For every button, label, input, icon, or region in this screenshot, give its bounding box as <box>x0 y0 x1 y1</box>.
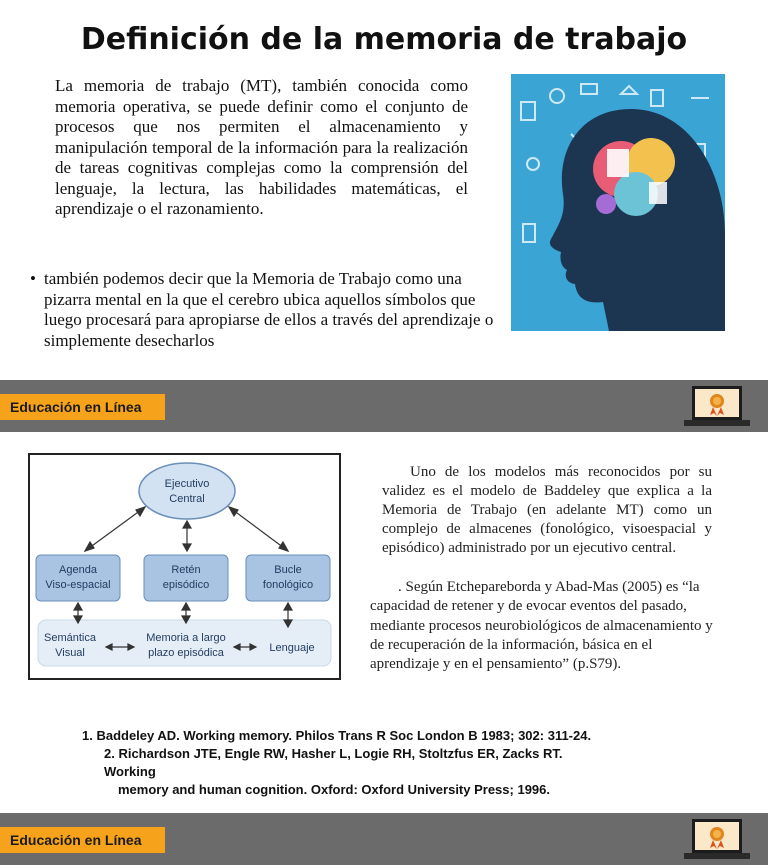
laptop-award-icon-bottom <box>684 817 750 861</box>
references <box>82 727 602 799</box>
bullet-item <box>30 269 500 351</box>
node-ejecutivo-line2: Central <box>169 493 205 505</box>
reference-2-line1: 2. Richardson JTE, Engle RW, Hasher L, Logie RH, Stoltzfus ER, Zacks RT. Working <box>104 746 563 779</box>
node-ejecutivo-line1: Ejecutivo <box>164 478 210 490</box>
right-paragraph-1 <box>382 463 712 558</box>
bar-label-bottom: Educación en Línea <box>0 827 165 853</box>
bullet-dot-icon: • <box>30 269 36 288</box>
node-reten-line2: episódico <box>162 579 210 591</box>
node-agenda-line2: Viso-espacial <box>45 579 111 591</box>
intro-paragraph: La memoria de trabajo (MT), también conocida como memoria operativa, se puede definir como el conjunto de procesos que nos permiten el almacenamiento y manipulación temporal de la información para la realización de tareas cognitivas complejas como la comprensión del lenguaje, la lectura, las habilidades matemáticas, el aprendizaje o el razonamiento. <box>55 76 468 218</box>
reference-2-line2: memory and human cognition. Oxford: Oxford University Press; 1996. <box>118 782 550 797</box>
node-agenda-line1: Agenda <box>59 564 97 576</box>
reference-1: 1. Baddeley AD. Working memory. Philos Trans R Soc London B 1983; 302: 311-24. <box>82 728 592 743</box>
node-memoria-line1: Memoria a largo <box>146 632 226 644</box>
page-title: Definición de la memoria de trabajo <box>80 22 688 57</box>
right-paragraph-2-text: . Según Etchepareborda y Abad-Mas (2005) es “la capacidad de retener y de evocar eventos del pasado, mediante procesos neurobiológicos de almacenamiento y de recuperación de la información, básica en el aprendizaje y en el pensamiento” (p.S79). <box>370 579 713 673</box>
node-semantica-line2: Visual <box>55 647 85 659</box>
laptop-award-icon <box>684 384 750 428</box>
right-paragraph-2 <box>370 578 720 674</box>
node-bucle-line2: fonológico <box>262 579 314 591</box>
bullet-text: también podemos decir que la Memoria de Trabajo como una pizarra mental en la que el cerebro ubica aquellos símbolos que luego procesará para apropiarse de ellos a través del aprendizaje o simplemente desecharlos <box>44 269 494 350</box>
footer-bar <box>0 380 768 432</box>
head-silhouette-image <box>511 74 725 331</box>
node-semantica-line1: Semántica <box>44 632 96 644</box>
bar-label: Educación en Línea <box>0 394 165 420</box>
right-paragraph-1-text: Uno de los modelos más reconocidos por su validez es el modelo de Baddeley que explica a la Memoria de Trabajo (en adelante MT) como un complejo de almacenes (fonológico, visoespacial y episódico) administrado por un ejecutivo central. <box>382 464 712 556</box>
footer-bar-bottom <box>0 813 768 865</box>
node-reten-line1: Retén <box>171 564 201 576</box>
baddeley-model-diagram <box>28 453 341 680</box>
node-lenguaje: Lenguaje <box>269 642 315 654</box>
node-memoria-line2: plazo episódica <box>148 647 224 659</box>
node-bucle-line1: Bucle <box>274 564 302 576</box>
